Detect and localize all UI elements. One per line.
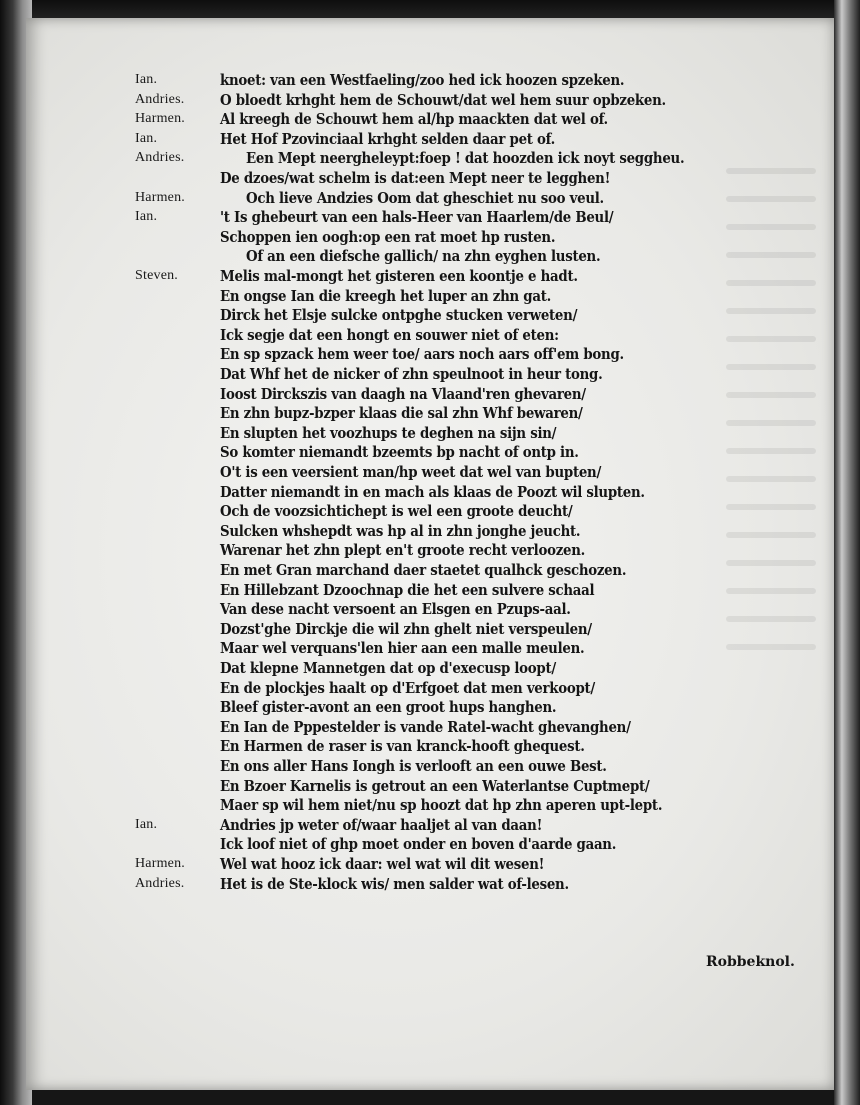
verse-text: De dzoes/wat schelm is dat:een Mept neer te legghen! — [220, 170, 611, 187]
speaker-name: Harmen. — [135, 189, 185, 205]
signature: Robbeknol. — [706, 954, 795, 970]
speaker-name: Ian. — [135, 209, 158, 225]
speaker-name: Ian. — [135, 816, 158, 832]
verse-text: 't Is ghebeurt van een hals-Heer van Haarlem/de Beul/ — [220, 209, 614, 227]
verse-text: So komter niemandt bzeemts bp nacht of ontp in. — [220, 444, 579, 462]
verse-text: Schoppen ien oogh:op een rat moet hp rusten. — [220, 228, 556, 246]
verse-text: Bleef gister-avont an een groot hups hanghen. — [220, 699, 557, 717]
verse-text: knoet: van een Westfaeling/zoo hed ick hoozen spzeken. — [220, 72, 625, 89]
verse-text: En Bzoer Karnelis is getrout an een Waterlantse Cuptmept/ — [220, 777, 650, 795]
verse-text: Dat Whf het de nicker of zhn speulnoot in heur tong. — [220, 366, 603, 383]
verse-text: Van dese nacht versoent an Elsgen en Pzups-aal. — [220, 601, 571, 619]
page-right-edge — [834, 0, 860, 1105]
speaker-name: Harmen. — [135, 111, 185, 127]
speaker-name: Harmen. — [135, 856, 185, 871]
speaker-name: Steven. — [135, 268, 179, 283]
verse-text: Ioost Dirckszis van daagh na Vlaand'ren ghevaren/ — [220, 385, 586, 403]
verse-text: Andries jp weter of/waar haaljet al van daan! — [220, 816, 543, 834]
speaker-name: Ian. — [135, 72, 158, 87]
verse-block — [26, 18, 834, 1090]
verse-text: En sp spzack hem weer toe/ aars noch aars off'em bong. — [220, 346, 624, 364]
speaker-name: Andries. — [135, 91, 185, 107]
speaker-name: Andries. — [135, 875, 185, 891]
verse-text: Dat klepne Mannetgen dat op d'execusp loopt/ — [220, 660, 556, 677]
verse-text: En zhn bupz-bzper klaas die sal zhn Whf bewaren/ — [220, 405, 583, 423]
verse-text: Het Hof Pzovinciaal krhght selden daar pet of. — [220, 130, 556, 148]
verse-text: Of an een diefsche gallich/ na zhn eyghen lusten. — [246, 248, 601, 266]
verse-text: Ick segje dat een hongt en souwer niet of eten: — [220, 326, 559, 344]
verse-text: Het is de Ste-klock wis/ men salder wat of-lesen. — [220, 875, 569, 893]
verse-text: Datter niemandt in en mach als klaas de Poozt wil slupten. — [220, 483, 645, 501]
verse-text: Al kreegh de Schouwt hem al/hp maackten dat wel of. — [220, 111, 608, 129]
verse-text: En ongse Ian die kreegh het luper an zhn gat. — [220, 287, 551, 305]
verse-line — [26, 874, 834, 896]
verse-text: Och lieve Andzies Oom dat gheschiet nu soo veul. — [246, 189, 604, 207]
verse-text: Wel wat hooz ick daar: wel wat wil dit wesen! — [220, 856, 545, 873]
verse-text: Maer sp wil hem niet/nu sp hoozt dat hp zhn aperen upt-lept. — [220, 797, 663, 815]
verse-text: Dozst'ghe Dirckje die wil zhn ghelt niet verspeulen/ — [220, 620, 592, 638]
verse-text: En Hillebzant Dzoochnap die het een sulvere schaal — [220, 581, 595, 599]
verse-text: En Harmen de raser is van kranck-hooft ghequest. — [220, 738, 585, 756]
verse-text: Een Mept neergheleypt:foep ! dat hoozden ick noyt seggheu. — [246, 150, 685, 168]
verse-text: En de plockjes haalt op d'Erfgoet dat men verkoopt/ — [220, 679, 596, 697]
speaker-name: Andries. — [135, 150, 185, 166]
verse-text: Warenar het zhn plept en't groote recht verloozen. — [220, 542, 586, 560]
verse-text: Melis mal-mongt het gisteren een koontje e hadt. — [220, 268, 578, 285]
book-page — [26, 18, 834, 1090]
verse-text: O bloedt krhght hem de Schouwt/dat wel hem suur opbzeken. — [220, 91, 666, 109]
speaker-name: Ian. — [135, 130, 158, 146]
verse-text: O't is een veersient man/hp weet dat wel van bupten/ — [220, 464, 602, 481]
verse-text: Sulcken whshepdt was hp al in zhn jonghe jeucht. — [220, 522, 581, 540]
verse-text: Dirck het Elsje sulcke ontpghe stucken verweten/ — [220, 307, 578, 325]
verse-text: Maar wel verquans'len hier aan een malle meulen. — [220, 640, 585, 658]
verse-text: En ons aller Hans Iongh is verlooft an een ouwe Best. — [220, 758, 607, 775]
verse-text: En met Gran marchand daer staetet qualhck geschozen. — [220, 562, 627, 579]
verse-text: Och de voozsichtichept is wel een groote deucht/ — [220, 503, 573, 521]
verse-text: En Ian de Pppestelder is vande Ratel-wacht ghevanghen/ — [220, 718, 631, 736]
verse-text: Ick loof niet of ghp moet onder en boven d'aarde gaan. — [220, 836, 617, 854]
verse-text: En slupten het voozhups te deghen na sijn sin/ — [220, 424, 557, 442]
